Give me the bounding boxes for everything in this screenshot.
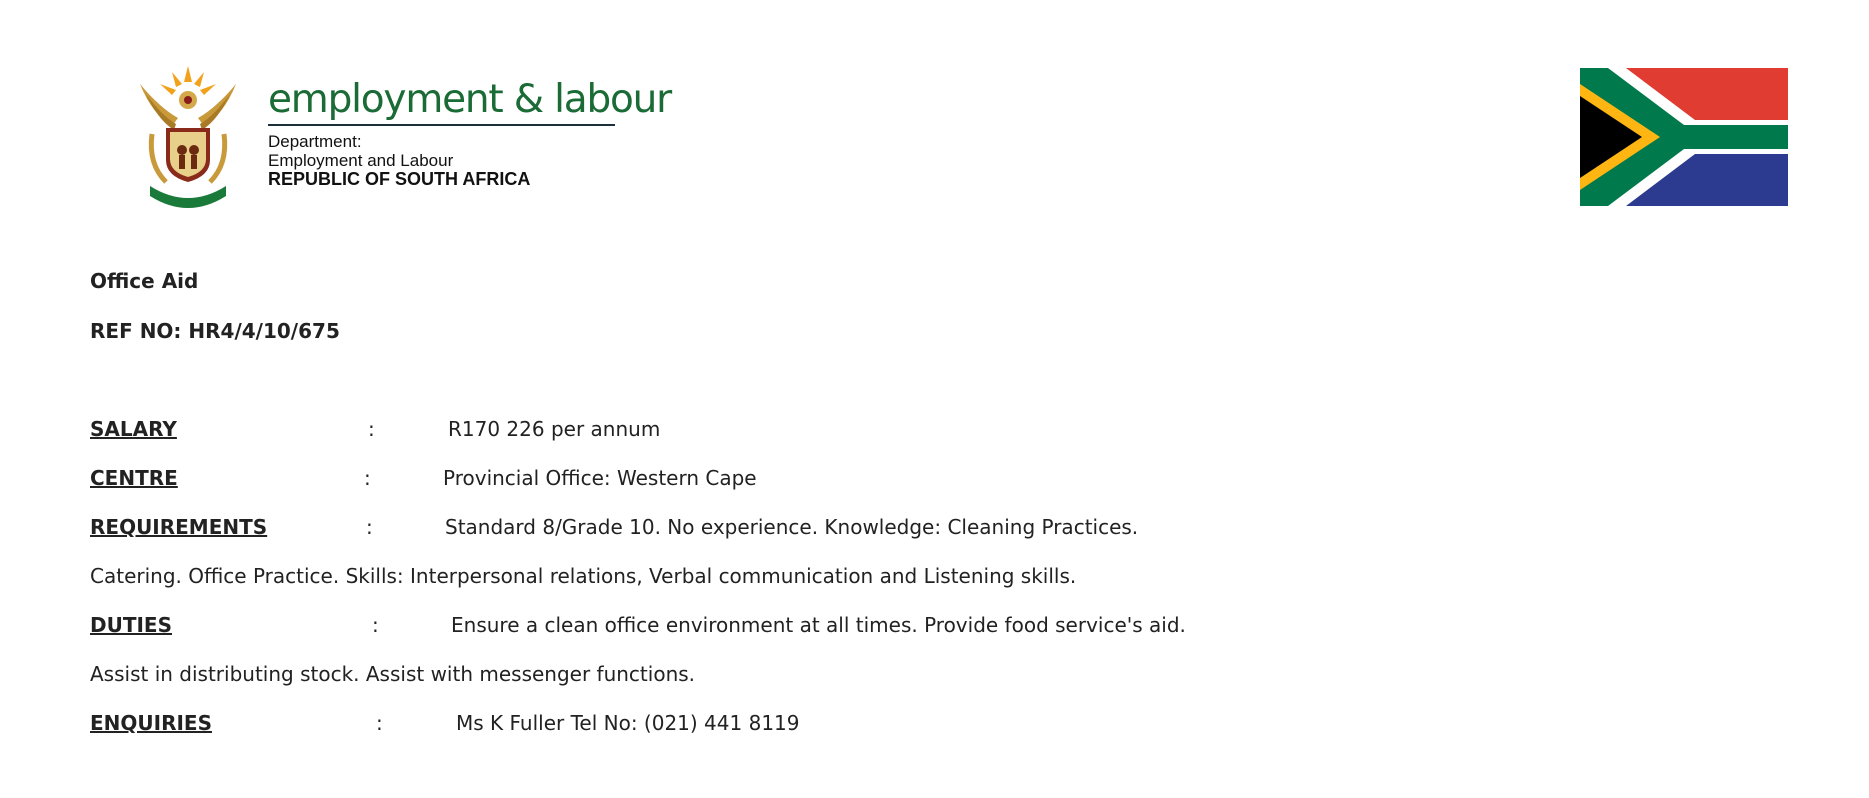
dept-line-1: Department: bbox=[268, 132, 362, 151]
duties-row bbox=[90, 610, 1790, 640]
enquiries-label: ENQUIRIES bbox=[90, 711, 212, 735]
brand-title: employment & labour bbox=[268, 77, 672, 122]
duties-continued: Assist in distributing stock. Assist with messenger functions. bbox=[90, 662, 696, 686]
duties-label: DUTIES bbox=[90, 613, 172, 637]
centre-row bbox=[90, 463, 1790, 493]
centre-label: CENTRE bbox=[90, 466, 178, 490]
salary-label: SALARY bbox=[90, 417, 177, 441]
requirements-row bbox=[90, 512, 1790, 542]
salary-value: R170 226 per annum bbox=[448, 417, 661, 441]
reference-number: REF NO: HR4/4/10/675 bbox=[90, 319, 340, 343]
enquiries-colon: : bbox=[376, 711, 383, 735]
requirements-label: REQUIREMENTS bbox=[90, 515, 268, 539]
brand-divider bbox=[268, 124, 615, 126]
salary-colon: : bbox=[368, 417, 375, 441]
south-africa-flag-icon bbox=[1580, 68, 1788, 206]
enquiries-row bbox=[90, 708, 1790, 738]
department-brand bbox=[268, 77, 672, 189]
enquiries-value: Ms K Fuller Tel No: (021) 441 8119 bbox=[456, 711, 800, 735]
requirements-colon: : bbox=[366, 515, 373, 539]
salary-row bbox=[90, 414, 1790, 444]
document-header bbox=[0, 0, 1869, 220]
job-advert bbox=[90, 266, 1790, 738]
dept-line-3: REPUBLIC OF SOUTH AFRICA bbox=[268, 169, 531, 189]
coat-of-arms-icon bbox=[132, 64, 244, 208]
duties-value: Ensure a clean office environment at all times. Provide food service's aid. bbox=[451, 613, 1186, 637]
duties-colon: : bbox=[372, 613, 379, 637]
centre-colon: : bbox=[364, 466, 371, 490]
centre-value: Provincial Office: Western Cape bbox=[443, 466, 757, 490]
dept-line-2: Employment and Labour bbox=[268, 151, 454, 170]
requirements-value: Standard 8/Grade 10. No experience. Knowledge: Cleaning Practices. bbox=[445, 515, 1139, 539]
job-title: Office Aid bbox=[90, 269, 199, 293]
requirements-continued: Catering. Office Practice. Skills: Interpersonal relations, Verbal communication and Listening skills. bbox=[90, 564, 1077, 588]
